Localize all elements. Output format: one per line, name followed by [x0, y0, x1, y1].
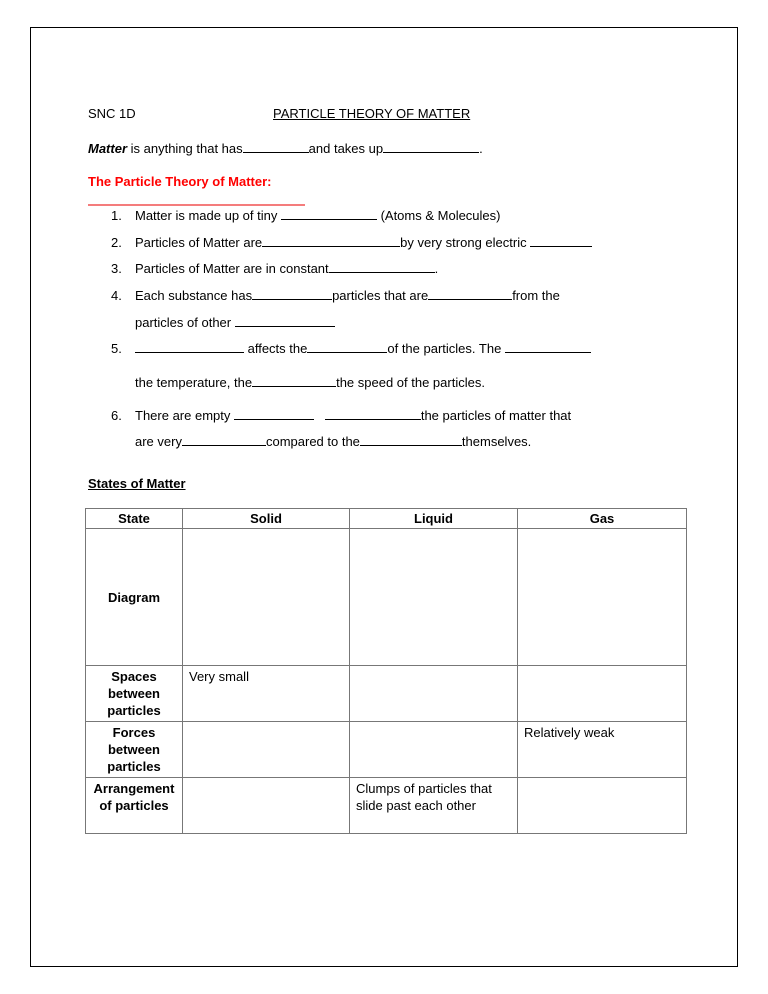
blank[interactable]: [360, 433, 462, 446]
num: 3.: [111, 261, 122, 276]
cell[interactable]: [518, 666, 687, 722]
text: by very strong electric: [400, 235, 531, 250]
cell[interactable]: [183, 529, 350, 666]
blank[interactable]: [182, 433, 266, 446]
item-3: [111, 260, 438, 277]
table-row: [86, 778, 687, 834]
text: affects the: [244, 341, 308, 356]
item-6: [111, 407, 571, 424]
blank[interactable]: [252, 374, 336, 387]
text: .: [434, 261, 439, 276]
blank[interactable]: [281, 207, 377, 220]
blank[interactable]: [383, 140, 479, 153]
text: Particles of Matter are in constant: [135, 261, 329, 276]
table-row: [86, 666, 687, 722]
blank[interactable]: [329, 260, 435, 273]
num: 5.: [111, 341, 122, 356]
text: .: [479, 141, 483, 156]
blank[interactable]: [234, 407, 314, 420]
blank[interactable]: [243, 140, 309, 153]
item-1: [111, 207, 501, 224]
row-label: Arrangement of particles: [86, 778, 183, 834]
text: the temperature, the: [135, 375, 253, 390]
table-row: [86, 722, 687, 778]
red-rule: [88, 204, 305, 206]
blank[interactable]: [307, 340, 387, 353]
num: 1.: [111, 208, 122, 223]
item-6-cont: [135, 433, 531, 450]
item-5-cont: [135, 374, 485, 391]
text: themselves.: [461, 434, 532, 449]
blank[interactable]: [530, 234, 592, 247]
cell[interactable]: Very small: [183, 666, 350, 722]
text: particles that are: [332, 288, 429, 303]
cell[interactable]: [350, 666, 518, 722]
item-2: [111, 234, 592, 251]
cell[interactable]: [183, 722, 350, 778]
text: from the: [512, 288, 560, 303]
cell[interactable]: [350, 722, 518, 778]
course-code: SNC 1D: [88, 106, 136, 121]
row-label: Spaces between particles: [86, 666, 183, 722]
cell[interactable]: Clumps of particles that slide past each other: [350, 778, 518, 834]
item-4-cont: [135, 314, 335, 331]
cell[interactable]: [518, 778, 687, 834]
blank[interactable]: [135, 340, 244, 353]
header-cell: Liquid: [350, 509, 518, 529]
text: compared to the: [265, 434, 360, 449]
text: are very: [135, 434, 182, 449]
text: Each substance has: [135, 288, 253, 303]
text: the speed of the particles.: [336, 375, 485, 390]
text: the particles of matter that: [420, 408, 572, 423]
section-title: The Particle Theory of Matter:: [88, 174, 272, 189]
header-cell: Gas: [518, 509, 687, 529]
term: Matter: [88, 141, 128, 156]
row-label: Forces between particles: [86, 722, 183, 778]
blank[interactable]: [235, 314, 335, 327]
text: There are empty: [135, 408, 234, 423]
cell[interactable]: [350, 529, 518, 666]
blank[interactable]: [428, 287, 512, 300]
cell[interactable]: [183, 778, 350, 834]
matter-definition: [88, 140, 483, 157]
text: Matter is made up of tiny: [135, 208, 281, 223]
row-label: Diagram: [86, 529, 183, 666]
blank[interactable]: [262, 234, 400, 247]
item-5: [111, 340, 591, 357]
header-cell: State: [86, 509, 183, 529]
table-header: [86, 509, 687, 529]
text: Particles of Matter are: [135, 235, 263, 250]
text: of the particles. The: [387, 341, 505, 356]
num: 6.: [111, 408, 122, 423]
item-4: [111, 287, 560, 304]
text: particles of other: [135, 315, 235, 330]
num: 2.: [111, 235, 122, 250]
header-cell: Solid: [183, 509, 350, 529]
blank[interactable]: [505, 340, 591, 353]
num: 4.: [111, 288, 122, 303]
cell[interactable]: Relatively weak: [518, 722, 687, 778]
blank[interactable]: [252, 287, 332, 300]
text: (Atoms & Molecules): [376, 208, 501, 223]
states-table: [85, 508, 687, 834]
blank[interactable]: [325, 407, 421, 420]
table-row: [86, 529, 687, 666]
page-title: PARTICLE THEORY OF MATTER: [273, 106, 471, 121]
text: and takes up: [308, 141, 384, 156]
cell[interactable]: [518, 529, 687, 666]
states-title: States of Matter: [88, 476, 186, 491]
text: is anything that has: [127, 141, 243, 156]
